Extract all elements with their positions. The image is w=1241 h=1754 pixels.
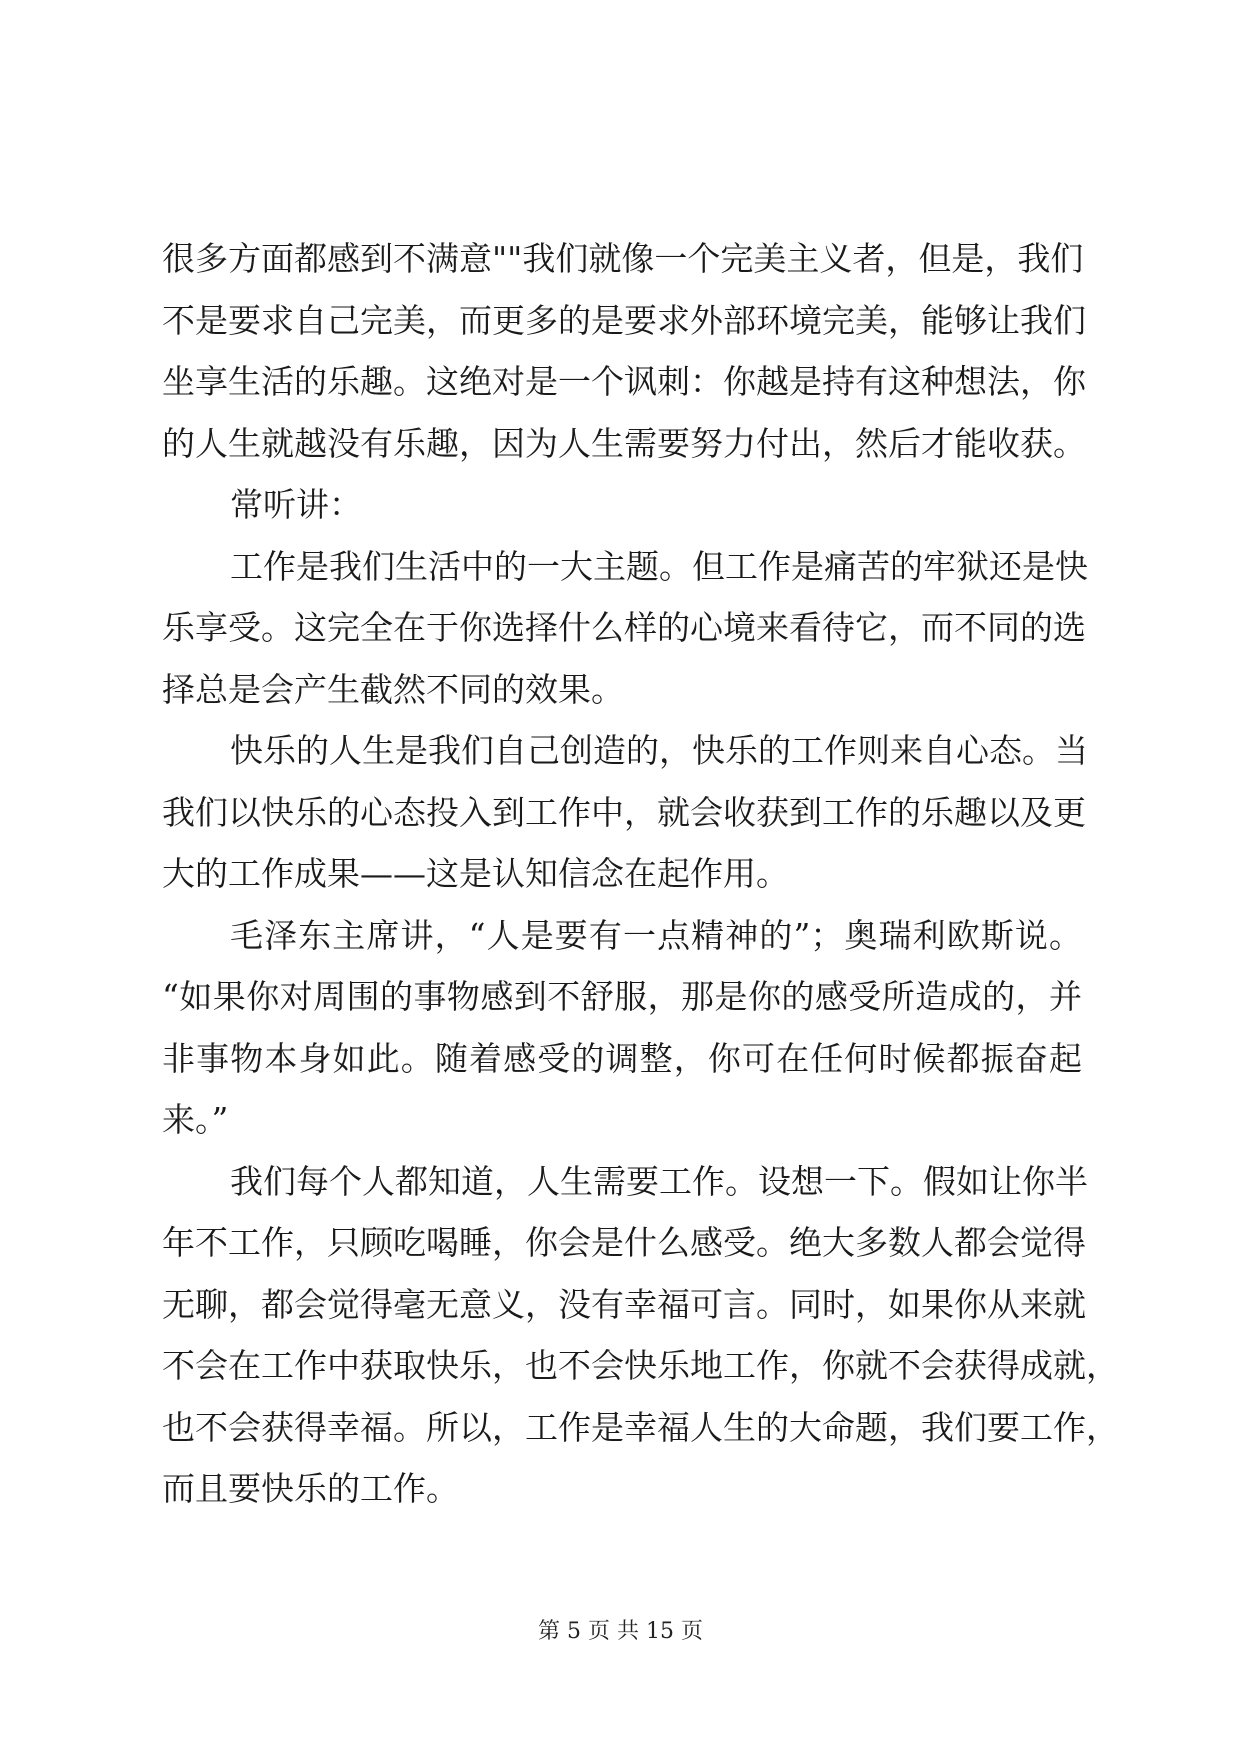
page-number-footer: 第 5 页 共 15 页 <box>538 1619 703 1644</box>
text-line: “如果你对周围的事物感到不舒服，那是你的感受所造成的，并 <box>162 977 1082 1016</box>
text-line: 常听讲： <box>230 485 362 524</box>
text-line: 坐享生活的乐趣。这绝对是一个讽刺：你越是持有这种想法，你 <box>162 362 1086 401</box>
text-line: 来。” <box>162 1100 229 1139</box>
text-line: 乐享受。这完全在于你选择什么样的心境来看待它，而不同的选 <box>162 608 1086 647</box>
text-line: 的人生就越没有乐趣，因为人生需要努力付出，然后才能收获。 <box>162 423 1086 463</box>
text-line: 不是要求自己完美，而更多的是要求外部环境完美，能够让我们 <box>162 300 1086 340</box>
text-line: 择总是会产生截然不同的效果。 <box>162 669 624 709</box>
text-line: 毛泽东主席讲，“人是要有一点精神的”；奥瑞利欧斯说。 <box>230 915 1082 955</box>
body-text <box>162 228 1119 1520</box>
text-line: 也不会获得幸福。所以，工作是幸福人生的大命题，我们要工作， <box>162 1407 1119 1447</box>
text-line: 年不工作，只顾吃喝睡，你会是什么感受。绝大多数人都会觉得 <box>162 1223 1086 1262</box>
text-line: 无聊，都会觉得毫无意义，没有幸福可言。同时，如果你从来就 <box>162 1284 1086 1324</box>
text-line: 工作是我们生活中的一大主题。但工作是痛苦的牢狱还是快 <box>230 546 1088 586</box>
text-line: 大的工作成果——这是认知信念在起作用。 <box>162 854 789 893</box>
text-line: 非事物本身如此。随着感受的调整，你可在任何时候都振奋起 <box>162 1038 1082 1078</box>
text-line: 我们以快乐的心态投入到工作中，就会收获到工作的乐趣以及更 <box>162 792 1086 832</box>
text-line: 很多方面都感到不满意""我们就像一个完美主义者，但是，我们 <box>162 239 1084 278</box>
text-line: 快乐的人生是我们自己创造的，快乐的工作则来自心态。当 <box>230 731 1088 770</box>
text-line: 而且要快乐的工作。 <box>162 1469 459 1508</box>
text-line: 不会在工作中获取快乐，也不会快乐地工作，你就不会获得成就， <box>162 1346 1119 1385</box>
text-line: 我们每个人都知道，人生需要工作。设想一下。假如让你半 <box>230 1161 1088 1201</box>
